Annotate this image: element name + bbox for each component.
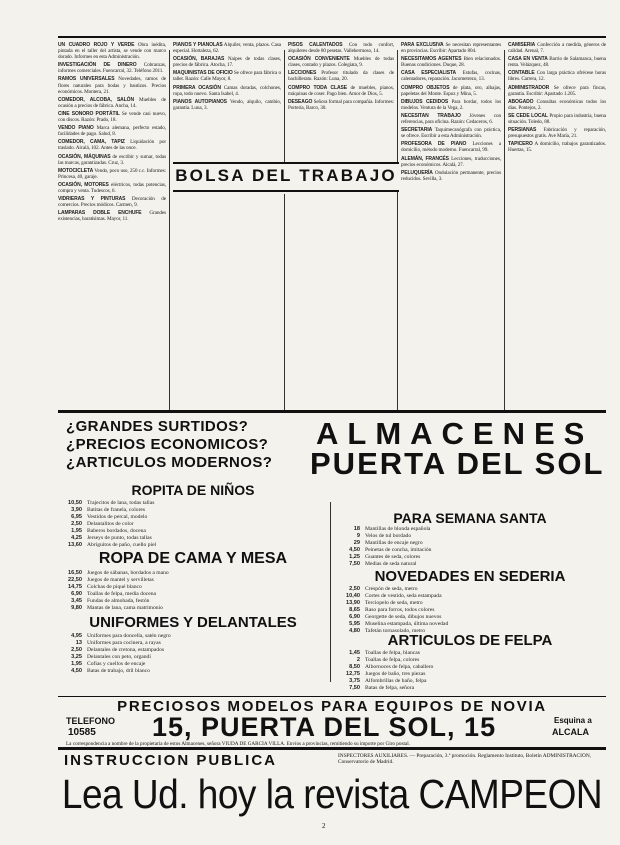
price-row (336, 685, 604, 692)
item-description: Toallas de felpa, blancas (365, 650, 420, 656)
esquina-label: Esquina a (554, 716, 592, 725)
price: 10,40 (346, 593, 360, 599)
classified-heading: CINE SONORO PORTÁTIL (58, 110, 120, 117)
price-row (336, 607, 604, 614)
price: 3,75 (349, 678, 360, 684)
price-row (58, 528, 326, 535)
price: 22,50 (68, 577, 82, 583)
classified-heading: OCASIÓN CONVENIENTE (288, 56, 350, 63)
price-row (336, 547, 604, 554)
classified-heading: PRIMERA OCASIÓN (173, 84, 221, 91)
section-rows-sederia (336, 586, 604, 635)
classified-ad: CINE SONORO PORTÁTIL Se vende casi nuevo, con discos. Razón: Prado, 18. (58, 110, 166, 124)
price-row (58, 668, 326, 675)
price: 3,90 (71, 507, 82, 513)
price-row (58, 633, 326, 640)
classified-ad: PROFESORA DE PIANO Lecciones a domicilio, método moderno. Fuencarral, 99. (401, 141, 501, 154)
item-description: Delantales con peto, organdí (87, 654, 151, 660)
classified-heading: OCASIÓN, BARAJAS (173, 56, 225, 63)
item-description: Velos de tul bordado (365, 533, 412, 539)
item-description: Delantales de cretona, estampados (87, 647, 165, 653)
classifieds-columns (58, 42, 606, 412)
classified-heading: CASA ESPECIALISTA (401, 70, 457, 77)
classified-ad: PIANOS Y PIANOLAS Alquiler, venta, plazos. Casa especial. Hortaleza, 62. (173, 42, 281, 55)
classified-ad: TAPICERO A domicilio, trabajos garantizados. Huertas, 15. (508, 141, 606, 154)
classified-heading: ADMINISTRADOR (508, 84, 550, 91)
instruccion-text: INSPECTORES AUXILIARES. — Preparación, 3.ª promoción. Reglamento Instituto, Boletín ADMINISTRACIÓN, Conservatorio de Madrid. (338, 753, 592, 766)
price: 8,65 (349, 607, 360, 613)
classified-heading: UN CUADRO ROJO Y VERDE (58, 42, 135, 48)
classified-heading: VENDO PIANO (58, 125, 94, 132)
price-row (58, 514, 326, 521)
telefono-label: TELEFONO (66, 716, 115, 726)
classified-ad: LAMPARAS DOBLE ENCHUFE Grandes existencias, baratísimas. Mayor, 11. (58, 210, 166, 223)
campeon-headline: Lea Ud. hoy la revista CAMPEON (61, 771, 603, 817)
ad-top-rule (58, 410, 606, 413)
classified-ad: COMPRO OBJETOS de plata, oro, alhajas, papeletas del Monte. Espoz y Mina, 5. (401, 84, 501, 97)
price: 2,50 (71, 521, 82, 527)
item-description: Georgette de seda, dibujos nuevos (365, 614, 442, 620)
classified-ad: OCASIÓN, MOTORES eléctricos, todas potencias, compra y venta. Tudescos, 6. (58, 181, 166, 194)
price: 7,50 (349, 561, 360, 567)
question-3: ¿ARTICULOS MODERNOS? (66, 454, 273, 471)
price: 4,95 (71, 633, 82, 639)
column-rule (284, 194, 285, 412)
classified-ad: PELUQUERÍA Ondulación permanente, precios reducidos. Sevilla, 3. (401, 169, 501, 182)
price-row (336, 600, 604, 607)
classified-heading: NECESITAN TRABAJO (401, 112, 461, 119)
item-description: Alfombrillas de baño, felpa (365, 678, 427, 684)
section-title-sederia: NOVEDADES EN SEDERIA (374, 568, 566, 585)
classified-ad: COMEDOR, CAMA, TAPIZ Liquidación por traslado. Alcalá, 102. Antes de las once. (58, 139, 166, 152)
price: 13 (75, 640, 82, 646)
item-description: Muselina estampada, última novedad (365, 621, 449, 627)
price-row (58, 584, 326, 591)
price-row (58, 661, 326, 668)
price: 16,50 (68, 570, 82, 576)
classified-heading: OCASIÓN, MÁQUINAS (58, 153, 111, 160)
price: 10,50 (68, 500, 82, 506)
ad-center-rule (330, 502, 331, 682)
item-description: Abriguitos de paño, cuello piel (87, 542, 157, 548)
classified-ad: DESEAGO Señora formal para compañía. Informes: Portería, Barco, 30. (288, 98, 394, 111)
classified-heading: DIBUJOS CEDIDOS (401, 98, 449, 105)
column-5 (508, 42, 606, 412)
column-1 (58, 42, 166, 412)
almacenes-advertisement (58, 414, 606, 746)
price: 9 (356, 533, 360, 539)
classified-heading: PARA EXCLUSIVA (401, 42, 444, 48)
item-description: Batitas de franela, colores (87, 507, 146, 513)
classified-ad: OCASIÓN, BARAJAS Naipes de todas clases, precios de fábrica. Atocha, 17. (173, 56, 281, 69)
price: 2 (356, 657, 360, 663)
price: 12,75 (346, 671, 360, 677)
item-description: Tafetán tornasolado, metro (365, 628, 426, 634)
price: 1,95 (71, 661, 82, 667)
classified-heading: TAPICERO (508, 141, 533, 148)
price: 13,90 (346, 600, 360, 606)
item-description: Albornoces de felpa, caballero (365, 664, 434, 670)
classified-heading: CONTABLE (508, 70, 535, 77)
item-description: Uniformes para cocinera, a rayas (87, 640, 161, 646)
classified-heading: COMPRO TODA CLASE (288, 84, 347, 91)
page-number: 2 (322, 822, 326, 830)
price: 4,50 (349, 547, 360, 553)
newspaper-page (58, 34, 606, 829)
section-rows-cama (58, 570, 326, 612)
classified-ad: SE CEDE LOCAL Propio para industria, buena situación. Toledo, 88. (508, 112, 606, 126)
price-row (336, 650, 604, 657)
ad-bottom-rule (58, 747, 606, 750)
price-row (58, 647, 326, 654)
classified-heading: VIDRIERAS Y PINTURAS (58, 196, 126, 203)
item-description: Uniformes para doncella, satén negro (87, 633, 171, 639)
price-row (336, 554, 604, 561)
item-description: Mantas de lana, cama matrimonio (87, 605, 163, 611)
price: 6,90 (71, 591, 82, 597)
classified-ad: SECRETARIA Taquimecanógrafa con práctica, se ofrece. Escribir a esta Administración. (401, 127, 501, 140)
classified-heading: COMEDOR, CAMA, TAPIZ (58, 139, 125, 146)
price: 5,95 (349, 621, 360, 627)
item-description: Raso para forros, todos colores (365, 607, 435, 613)
question-2: ¿PRECIOS ECONOMICOS? (66, 436, 269, 453)
price: 4,80 (349, 628, 360, 634)
classified-heading: PIANOS AUTOPIANOS (173, 98, 227, 105)
instruccion-title: INSTRUCCION PUBLICA (64, 752, 277, 769)
classified-heading: COMEDOR, ALCOBA, SALÓN (58, 96, 134, 103)
classified-heading: INVESTIGACIÓN DE DINERO (58, 62, 137, 69)
item-description: Toallas de felpa, media docena (87, 591, 157, 597)
price: 2,50 (71, 647, 82, 653)
price-row (58, 507, 326, 514)
classified-heading: MAQUINISTAS DE OFICIO (173, 70, 233, 77)
classified-ad: UN CUADRO ROJO Y VERDE Obra inédita, pintada en el taller del artista, se vende con marco dorado. Informes en esta Administración. (58, 42, 166, 61)
classified-ad: CASA ESPECIALISTA Estufas, cocinas, calentadores, reparación. Jacometrezo, 13. (401, 70, 501, 83)
price: 1,95 (71, 528, 82, 534)
price: 1,45 (349, 650, 360, 656)
price-row (336, 621, 604, 628)
item-description: Toallas de felpa, colores (365, 657, 420, 663)
classified-heading: DESEAGO (288, 98, 313, 105)
item-description: Jerseys de punto, todas tallas (87, 535, 152, 541)
classified-ad: PARA EXCLUSIVA Se necesitan representantes en provincias. Escribir: Apartado 804. (401, 42, 501, 55)
item-description: Crespón de seda, metro (365, 586, 418, 592)
column-rule (397, 50, 398, 412)
classified-heading: CAMISERÍA (508, 42, 536, 48)
column-4 (401, 42, 501, 412)
classified-heading: LAMPARAS DOBLE ENCHUFE (58, 210, 142, 217)
item-description: Guantes de seda, colores (365, 554, 421, 560)
classified-heading: OCASIÓN, MOTORES (58, 181, 109, 188)
store-name-puerta-del-sol: PUERTA DEL SOL (310, 446, 605, 481)
column-3 (288, 42, 394, 160)
price-row (336, 540, 604, 547)
price: 2,50 (349, 586, 360, 592)
price-row (336, 593, 604, 600)
price: 3,45 (71, 598, 82, 604)
classified-ad: LECCIONES Profesor titulado da clases de bachillerato. Razón: Luna, 20. (288, 70, 394, 83)
price: 7,50 (349, 685, 360, 691)
section-rows-ropita (58, 500, 326, 549)
price-row (336, 614, 604, 621)
modelos-line: PRECIOSOS MODELOS PARA EQUIPOS DE NOVIA (117, 698, 547, 715)
classified-ad: VENDO PIANO Marca alemana, perfecto estado, facilidades de pago. Salud, 8. (58, 125, 166, 138)
classified-ad: MOTOCICLETA Vendo, poco uso, 250 c.c. Informes: Princesa, 40, garaje. (58, 167, 166, 180)
price-row (58, 521, 326, 528)
classified-heading: NECESITAMOS AGENTES (401, 56, 462, 63)
item-description: Juegos de mantel y servilletas (87, 577, 154, 583)
price: 6,95 (71, 514, 82, 520)
column-2 (173, 42, 281, 160)
store-name-almacenes: ALMACENES (316, 416, 594, 451)
price: 4,50 (71, 668, 82, 674)
price-row (336, 671, 604, 678)
ad-mid-rule (58, 696, 606, 697)
price: 8,50 (349, 664, 360, 670)
classified-ad: ABOGADO Consultas económicas todos los días. Pontejos, 2. (508, 98, 606, 111)
item-description: Terciopelo de seda, metro (365, 600, 423, 606)
item-description: Vestidos de percal, modelo (87, 514, 148, 520)
section-title-felpa: ARTICULOS DE FELPA (387, 632, 553, 649)
price-row (58, 542, 326, 549)
price: 1,25 (349, 554, 360, 560)
price-row (58, 570, 326, 577)
item-description: Juegos de baño, tres piezas (365, 671, 426, 677)
price-row (336, 561, 604, 568)
classified-heading: COMPRO OBJETOS (401, 84, 450, 91)
classified-heading: LECCIONES (288, 70, 317, 77)
section-title-ropita: ROPITA DE NIÑOS (131, 482, 255, 498)
item-description: Cofias y cuellos de encaje (87, 661, 146, 667)
price-row (58, 535, 326, 542)
section-rows-semana (336, 526, 604, 568)
section-title-uniformes: UNIFORMES Y DELANTALES (89, 614, 297, 631)
classified-heading: PIANOS Y PIANOLAS (173, 42, 223, 48)
section-rows-felpa (336, 650, 604, 692)
item-description: Baberos bordados, docena (87, 528, 146, 534)
column-rule (284, 50, 285, 168)
price: 9,80 (71, 605, 82, 611)
price: 29 (353, 540, 360, 546)
price-row (58, 654, 326, 661)
price-row (58, 577, 326, 584)
classified-heading: PERSIANAS (508, 127, 537, 134)
column-rule (504, 50, 505, 412)
section-title-cama: ROPA DE CAMA Y MESA (98, 550, 288, 567)
price: 13,60 (68, 542, 82, 548)
price: 3,25 (71, 654, 82, 660)
item-description: Batas de trabajo, dril blanco (87, 668, 150, 674)
price-row (58, 605, 326, 612)
price-row (58, 640, 326, 647)
section-rows-uniformes (58, 633, 326, 675)
price: 18 (353, 526, 360, 532)
classified-ad: PRIMERA OCASIÓN Camas doradas, colchones, ropa, todo nuevo. Santa Isabel, 4. (173, 84, 281, 97)
classified-ad: ADMINISTRADOR Se ofrece para fincas, garantía. Escribir: Apartado 1.205. (508, 84, 606, 97)
classified-ad: RAMOS UNIVERSALES Novedades, ramos de flores naturales para bodas y bautizos. Precios económicos. Montera, 21. (58, 76, 166, 95)
price: 4,25 (71, 535, 82, 541)
price: 6,90 (349, 614, 360, 620)
item-description: Trajecitos de lana, todas tallas (87, 500, 155, 506)
ad-fine-print: La correspondencia a nombre de la propietaria de estos Almacenes, señora VIUDA DE GARCÍA VILLA. Envíos a provincias, remitiendo su importe por Giro postal. (66, 741, 410, 747)
classified-heading: SECRETARIA (401, 127, 433, 134)
item-description: Medias de seda natural (365, 561, 417, 567)
classified-ad: OCASIÓN CONVENIENTE Muebles de todas clases, contado y plazos. Colegiata, 9. (288, 56, 394, 69)
bolsa-del-trabajo-heading: BOLSA DEL TRABAJO (173, 162, 399, 192)
classified-ad: NECESITAMOS AGENTES Bien relacionados. Buenas condiciones. Duque, 28. (401, 56, 501, 69)
item-description: Mantillas de blonda española (365, 526, 431, 532)
classified-heading: RAMOS UNIVERSALES (58, 76, 115, 83)
classified-heading: PROFESORA DE PIANO (401, 141, 467, 148)
item-description: Colchas de piqué blanco (87, 584, 142, 590)
price-row (336, 533, 604, 540)
classified-ad: DIBUJOS CEDIDOS Para bordar, todos los modelos. Ventura de la Vega, 2. (401, 98, 501, 111)
price-row (58, 500, 326, 507)
classified-ad: COMPRO TODA CLASE de muebles, pianos, máquinas de coser. Pago bien. Amor de Dios, 5. (288, 84, 394, 97)
section-title-semana: PARA SEMANA SANTA (393, 510, 547, 526)
price-row (336, 678, 604, 685)
classified-heading: PISOS CALENTADOS (288, 42, 343, 48)
classified-ad: PERSIANAS Fabricación y reparación, presupuestos gratis. Ave María, 21. (508, 127, 606, 140)
classified-heading: CASA EN VENTA (508, 56, 548, 63)
item-description: Delantalitos de color (87, 521, 134, 527)
price-row (58, 591, 326, 598)
item-description: Mantillas de encaje negro (365, 540, 423, 546)
classified-ad: OCASIÓN, MÁQUINAS de escribir y sumar, todas las marcas, garantizadas. Cruz, 3. (58, 153, 166, 166)
item-description: Juegos de sábanas, bordados a mano (87, 570, 169, 576)
column-rule (169, 50, 170, 412)
classified-ad: CASA EN VENTA Barrio de Salamanca, buena renta. Velázquez, 48. (508, 56, 606, 69)
classified-ad: PIANOS AUTOPIANOS Vendo, alquilo, cambio, garantía. Luna, 3. (173, 98, 281, 111)
price-row (336, 526, 604, 533)
question-1: ¿GRANDES SURTIDOS? (66, 418, 249, 435)
item-description: Peinetas de concha, imitación (365, 547, 432, 553)
item-description: Fundas de almohada, festón (87, 598, 150, 604)
bolsa-column-left (173, 194, 281, 412)
price: 14,75 (68, 584, 82, 590)
classified-ad: NECESITAN TRABAJO Jóvenes con referencias, para oficina. Razón: Cedaceros, 6. (401, 112, 501, 126)
alcala-label: ALCALA (552, 727, 589, 737)
classified-heading: ALEMÁN, FRANCÉS (401, 155, 449, 162)
classified-ad: PISOS CALENTADOS Con todo confort, alquileres desde 80 pesetas. Vallehermoso, 14. (288, 42, 394, 55)
classified-ad: ALEMÁN, FRANCÉS Lecciones, traducciones, precios económicos. Alcalá, 27. (401, 155, 501, 168)
classified-ad: CONTABLE Con larga práctica ofrécese horas libres. Carrera, 12. (508, 70, 606, 83)
classified-ad: MAQUINISTAS DE OFICIO Se ofrece para fábrica o taller. Razón: Calle Mayor, 8. (173, 70, 281, 83)
price-row (336, 664, 604, 671)
price-row (336, 586, 604, 593)
classified-ad: INVESTIGACIÓN DE DINERO Cobranzas, informes comerciales. Fuencarral, 32. Teléfono 2011. (58, 62, 166, 75)
bolsa-column-right (288, 194, 394, 412)
classified-ad: COMEDOR, ALCOBA, SALÓN Muebles de ocasión a precios de fábrica. Ancha, 14. (58, 96, 166, 109)
telefono-number: 10585 (68, 727, 96, 738)
classified-ad: CAMISERÍA Confección a medida, géneros de calidad. Arenal, 7. (508, 42, 606, 55)
classified-heading: MOTOCICLETA (58, 167, 94, 174)
address-line: 15, PUERTA DEL SOL, 15 (152, 712, 497, 742)
top-rule (58, 36, 606, 38)
classified-heading: PELUQUERÍA (401, 169, 433, 176)
item-description: Cortes de vestido, seda estampada (365, 593, 442, 599)
classified-ad: VIDRIERAS Y PINTURAS Decoración de comercios. Precios módicos. Carmen, 9. (58, 196, 166, 209)
classified-heading: SE CEDE LOCAL (508, 112, 548, 119)
classified-heading: ABOGADO (508, 98, 534, 105)
price-row (58, 598, 326, 605)
price-row (336, 657, 604, 664)
item-description: Batas de felpa, señora (365, 685, 415, 691)
